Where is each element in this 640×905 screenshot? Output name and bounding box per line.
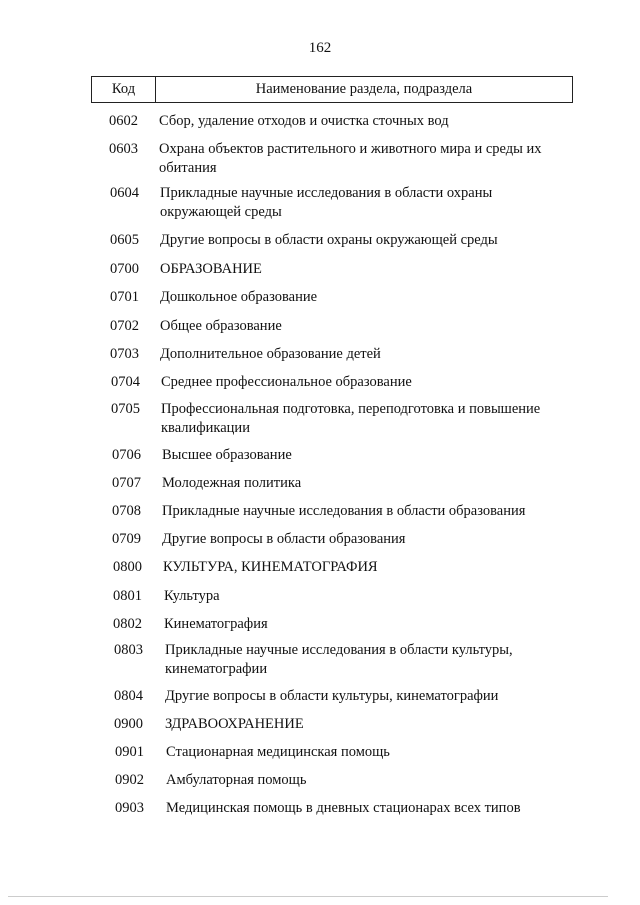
row-code: 0802 [113,616,142,632]
row-code: 0704 [111,374,140,390]
row-code: 0900 [114,716,143,732]
row-name: КУЛЬТУРА, КИНЕМАТОГРАФИЯ [163,559,378,575]
row-code: 0700 [110,261,139,277]
row-code: 0702 [110,318,139,334]
row-code: 0605 [110,232,139,248]
row-name: Сбор, удаление отходов и очистка сточных вод [159,113,449,129]
row-name: Высшее образование [162,447,292,463]
row-name: Дошкольное образование [160,289,318,305]
row-name: Амбулаторная помощь [166,772,307,788]
row-code: 0803 [114,642,143,658]
row-name: Молодежная политика [162,475,302,491]
row-name: ОБРАЗОВАНИЕ [160,261,262,277]
row-name: Охрана объектов растительного и животного мира и среды их обитания [159,141,542,176]
row-code: 0709 [112,531,141,547]
row-name: Общее образование [160,318,282,334]
row-name: ЗДРАВООХРАНЕНИЕ [165,716,304,732]
row-name: Другие вопросы в области образования [162,531,406,547]
row-code: 0706 [112,447,141,463]
column-header-code: Код [92,77,156,102]
row-name: Другие вопросы в области охраны окружающей среды [160,232,498,248]
row-code: 0800 [113,559,142,575]
row-code: 0801 [113,588,142,604]
row-name: Стационарная медицинская помощь [166,744,390,760]
row-name: Профессиональная подготовка, переподготовка и повышение квалификации [161,401,541,436]
row-code: 0902 [115,772,144,788]
row-code: 0903 [115,800,144,816]
row-code: 0708 [112,503,141,519]
page-number: 162 [308,40,332,56]
row-code: 0705 [111,401,140,417]
row-name: Кинематография [164,616,268,632]
row-code: 0901 [115,744,144,760]
row-name: Прикладные научные исследования в области охраны окружающей среды [160,185,493,220]
row-code: 0707 [112,475,141,491]
row-name: Прикладные научные исследования в области культуры, кинематографии [165,642,513,677]
row-code: 0701 [110,289,139,305]
row-code: 0804 [114,688,143,704]
row-code: 0703 [110,346,139,362]
row-name: Другие вопросы в области культуры, кинематографии [165,688,499,704]
row-name: Среднее профессиональное образование [161,374,412,390]
row-code: 0604 [110,185,139,201]
row-code: 0602 [109,113,138,129]
column-header-name: Наименование раздела, подраздела [255,81,473,97]
row-name: Дополнительное образование детей [160,346,381,362]
scan-edge-line [8,896,608,897]
row-name: Прикладные научные исследования в области образования [162,503,526,519]
row-name: Культура [164,588,220,604]
row-code: 0603 [109,141,138,157]
row-name: Медицинская помощь в дневных стационарах всех типов [166,800,521,816]
